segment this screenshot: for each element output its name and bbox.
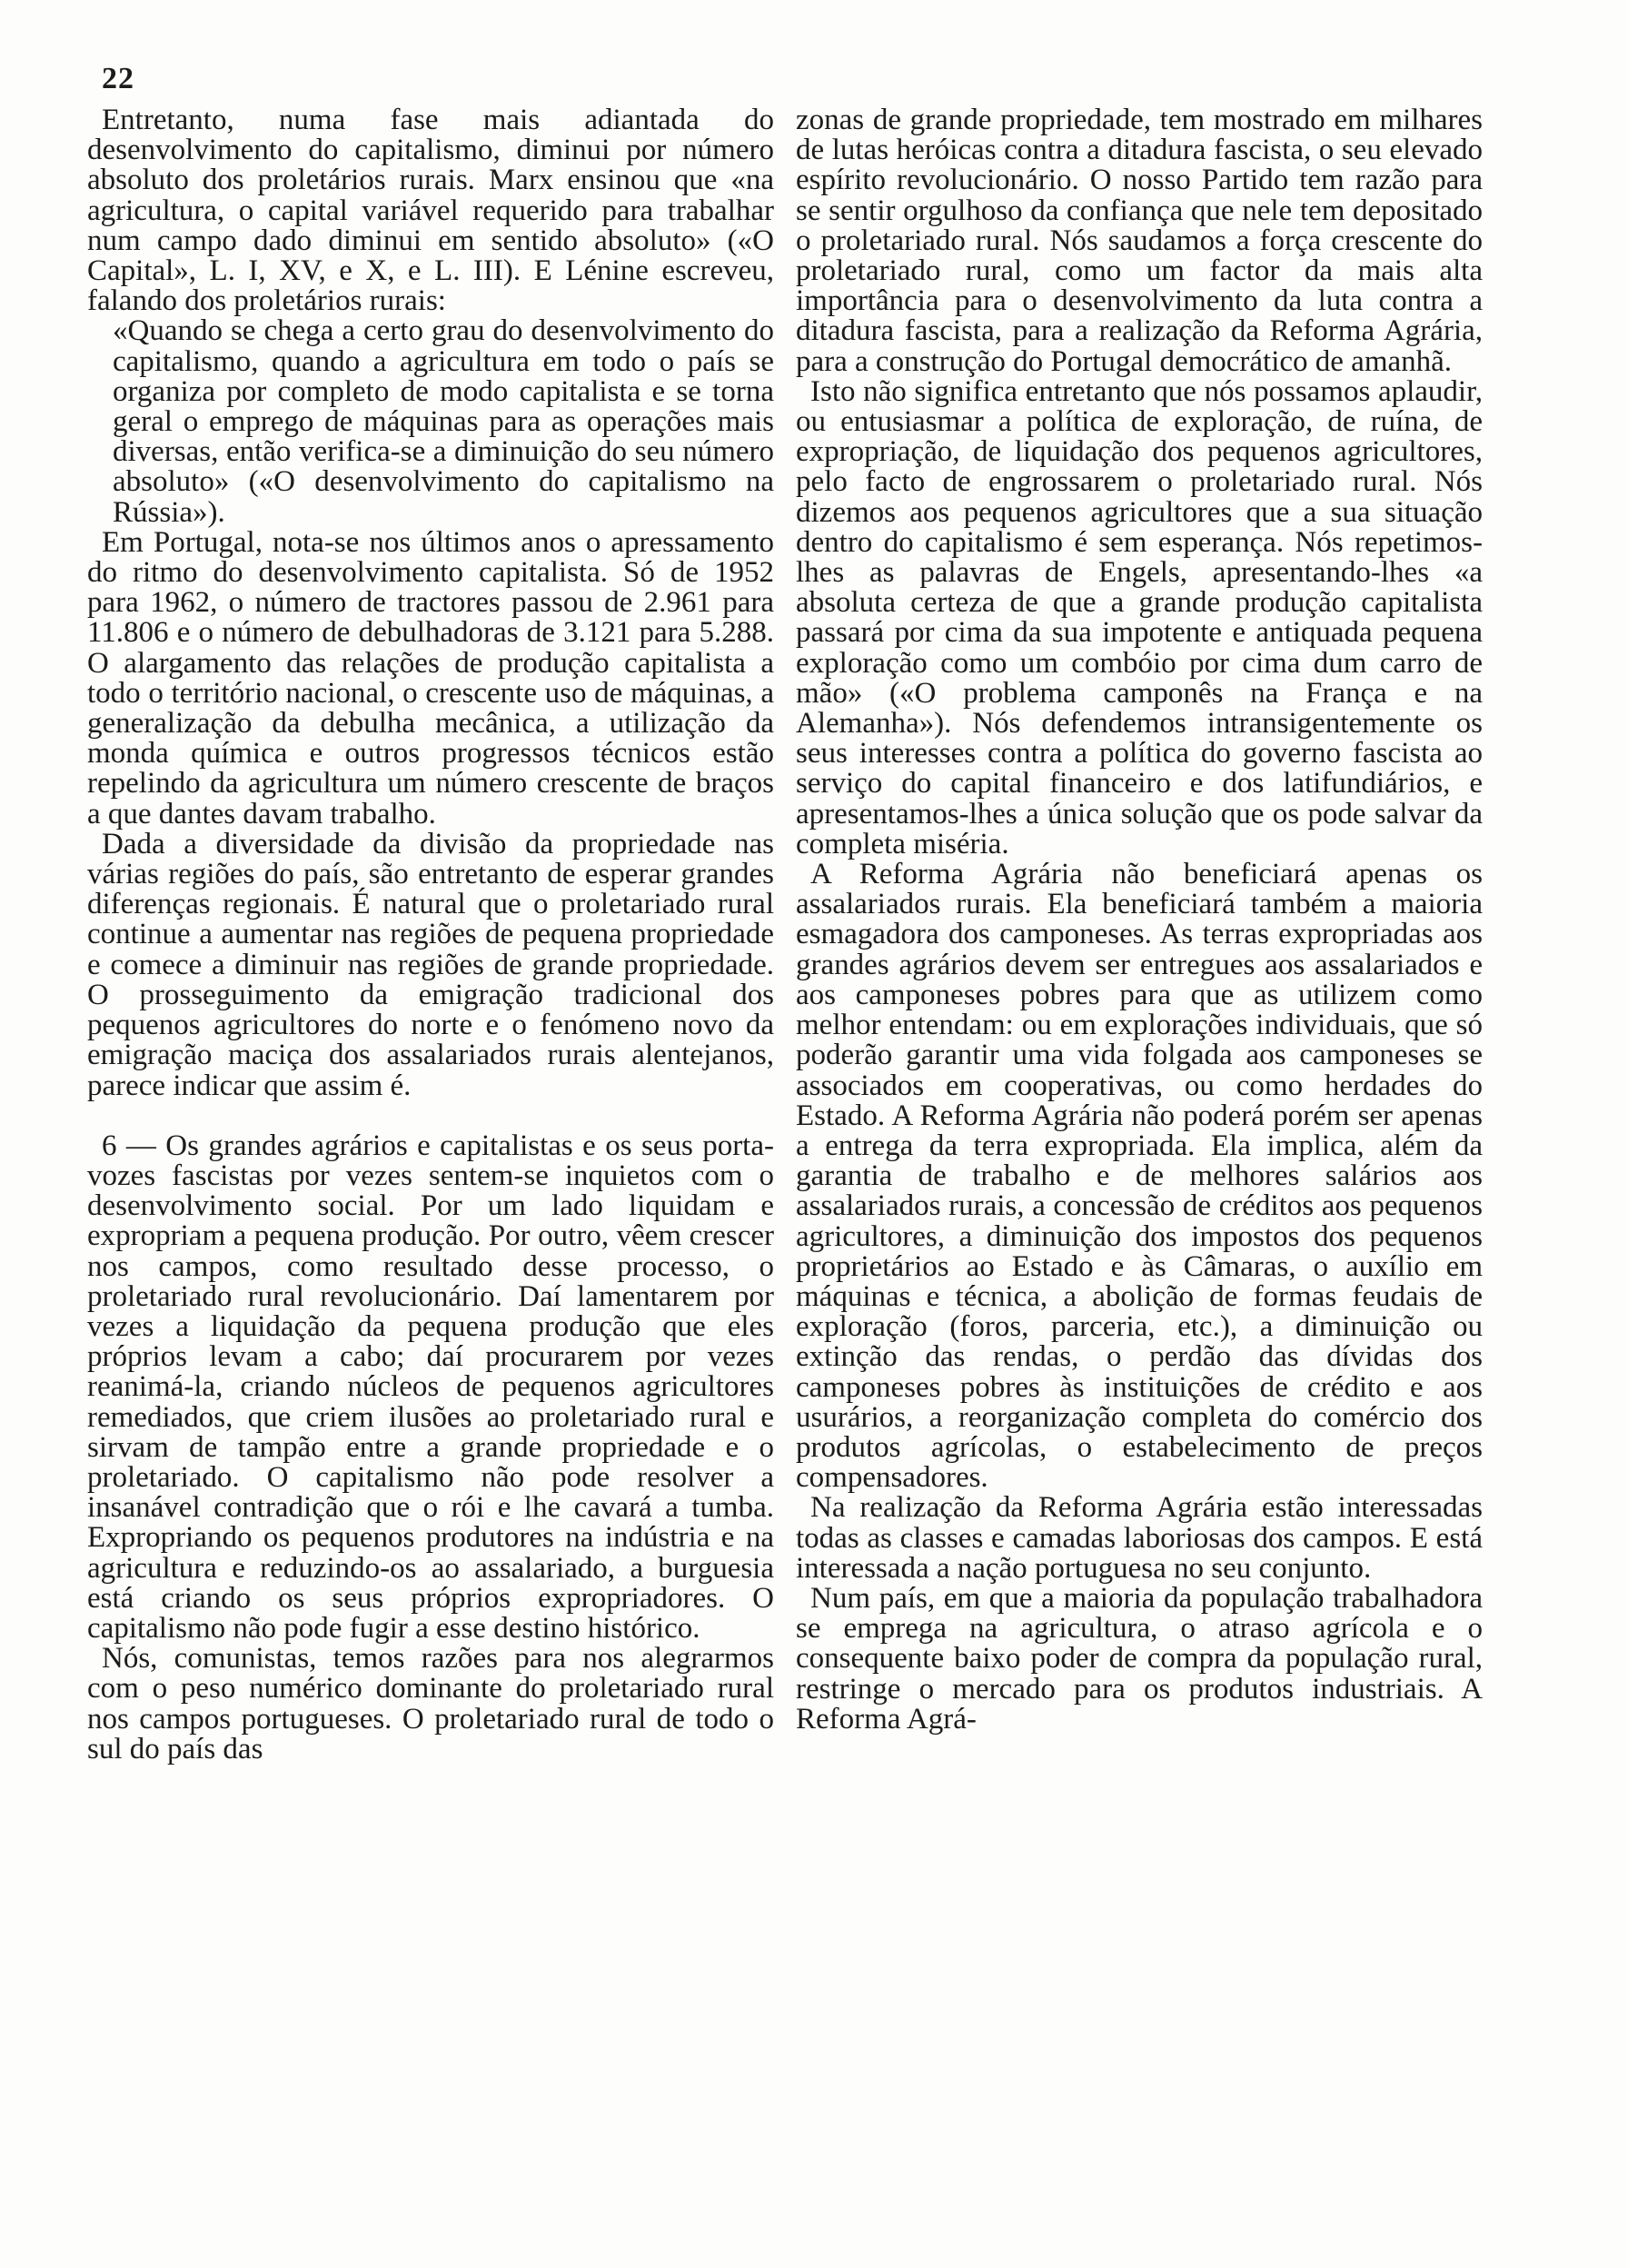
- left-column: [87, 105, 774, 1765]
- right-column: [796, 105, 1483, 1735]
- paragraph: Num país, em que a maioria da população trabalhadora se emprega na agricultura, o atraso agrícola e o consequente baixo poder de compra da população rural, restringe o mercado para os produtos industriais. A Reforma Agrá-: [796, 1581, 1483, 1736]
- paragraph: Dada a diversidade da divisão da propriedade nas várias regiões do país, são entretanto de esperar grandes diferenças regionais. É natural que o proletariado rural continue a aumentar nas regiões de pequena propriedade e comece a diminuir nas regiões de grande propriedade. O prosseguimento da emigração tradicional dos pequenos agricultores do norte e o fenómeno novo da emigração maciça dos assalariados rurais alentejanos, parece indicar que assim é.: [87, 827, 774, 1102]
- paragraph-continuation: zonas de grande propriedade, tem mostrado em milhares de lutas heróicas contra a ditadura fascista, o seu elevado espírito revolucionário. O nosso Partido tem razão para se sentir orgulhoso da confiança que nele tem depositado o proletariado rural. Nós saudamos a força crescente do proletariado rural, como um factor da mais alta importância para o desenvolvimento da luta contra a ditadura fascista, para a realização da Reforma Agrária, para a construção do Portugal democrático de amanhã.: [796, 104, 1483, 378]
- page-number: 22: [102, 62, 134, 95]
- lenin-quotation: «Quando se chega a certo grau do desenvolvimento do capitalismo, quando a agricultura em todo o país se organiza por completo de modo capitalista e se torna geral o emprego de máquinas para as operações mais diversas, então verifica-se a diminuição do seu número absoluto» («O desenvolvimento do capitalismo na Rússia»).: [113, 314, 774, 529]
- paragraph: Na realização da Reforma Agrária estão interessadas todas as classes e camadas laboriosas dos campos. E está interessada a nação portuguesa no seu conjunto.: [796, 1491, 1483, 1585]
- paragraph: Entretanto, numa fase mais adiantada do desenvolvimento do capitalismo, diminui por número absoluto dos proletários rurais. Marx ensinou que «na agricultura, o capital variável requerido para trabalhar num campo dado diminui em sentido absoluto» («O Capital», L. I, XV, e X, e L. III). E Lénine escreveu, falando dos proletários rurais:: [87, 104, 774, 318]
- paragraph: Isto não significa entretanto que nós possamos aplaudir, ou entusiasmar a política de exploração, de ruína, de expropriação, de liquidação dos pequenos agricultores, pelo facto de engrossarem o proletariado rural. Nós dizemos aos pequenos agricultores que a sua situação dentro do capitalismo é sem esperança. Nós repetimos-lhes as palavras de Engels, apresentando-lhes «a absoluta certeza de que a grande produção capitalista passará por cima da sua impotente e antiquada pequena exploração como um combóio por cima dum carro de mão» («O problema camponês na França e na Alemanha»). Nós defendemos intransigentemente os seus interesses contra a política do governo fascista ao serviço do capital financeiro e dos latifundiários, e apresentamos-lhes a única solução que os pode salvar da completa miséria.: [796, 374, 1483, 860]
- paragraph: Nós, comunistas, temos razões para nos alegrarmos com o peso numérico dominante do proletariado rural nos campos portugueses. O proletariado rural de todo o sul do país das: [87, 1642, 774, 1766]
- section-6-paragraph: 6 — Os grandes agrários e capitalistas e os seus porta-vozes fascistas por vezes sentem-se inquietos com o desenvolvimento social. Por um lado liquidam e expropriam a pequena produção. Por outro, vêem crescer nos campos, como resultado desse processo, o proletariado rural revolucionário. Daí lamentarem por vezes a liquidação da pequena produção que eles próprios levam a cabo; daí procurarem por vezes reanimá-la, criando núcleos de pequenos agricultores remediados, que criem ilusões ao proletariado rural e sirvam de tampão entre a grande propriedade e o proletariado. O capitalismo não pode resolver a insanável contradição que o rói e lhe cavará a tumba. Expropriando os pequenos produtores na indústria e na agricultura e reduzindo-os ao assalariado, a burguesia está criando os seus próprios expropriadores. O capitalismo não pode fugir a esse destino histórico.: [87, 1129, 774, 1645]
- paragraph: A Reforma Agrária não beneficiará apenas os assalariados rurais. Ela beneficiará também a maioria esmagadora dos camponeses. As terras expropriadas aos grandes agrários devem ser entregues aos assalariados e aos camponeses pobres para que as utilizem como melhor entendam: ou em explorações individuais, que só poderão garantir uma vida folgada aos camponeses se associados em cooperativas, ou como herdades do Estado. A Reforma Agrária não poderá porém ser apenas a entrega da terra expropriada. Ela implica, além da garantia de trabalho e de melhores salários aos assalariados rurais, a concessão de créditos aos pequenos agricultores, a diminuição dos impostos dos pequenos proprietários ao Estado e às Câmaras, o auxílio em máquinas e técnica, a abolição de formas feudais de exploração (foros, parceria, etc.), a diminuição ou extinção das rendas, o perdão das dívidas dos camponeses pobres às instituições de crédito e aos usurários, a reorganização completa do comércio dos produtos agrícolas, o estabelecimento de preços compensadores.: [796, 858, 1483, 1495]
- paragraph: Em Portugal, nota-se nos últimos anos o apressamento do ritmo do desenvolvimento capitalista. Só de 1952 para 1962, o número de tractores passou de 2.961 para 11.806 e o número de debulhadoras de 3.121 para 5.288. O alargamento das relações de produção capitalista a todo o território nacional, o crescente uso de máquinas, a generalização da debulha mecânica, a utilização da monda química e outros progressos técnicos estão repelindo da agricultura um número crescente de braços a que dantes davam trabalho.: [87, 525, 774, 831]
